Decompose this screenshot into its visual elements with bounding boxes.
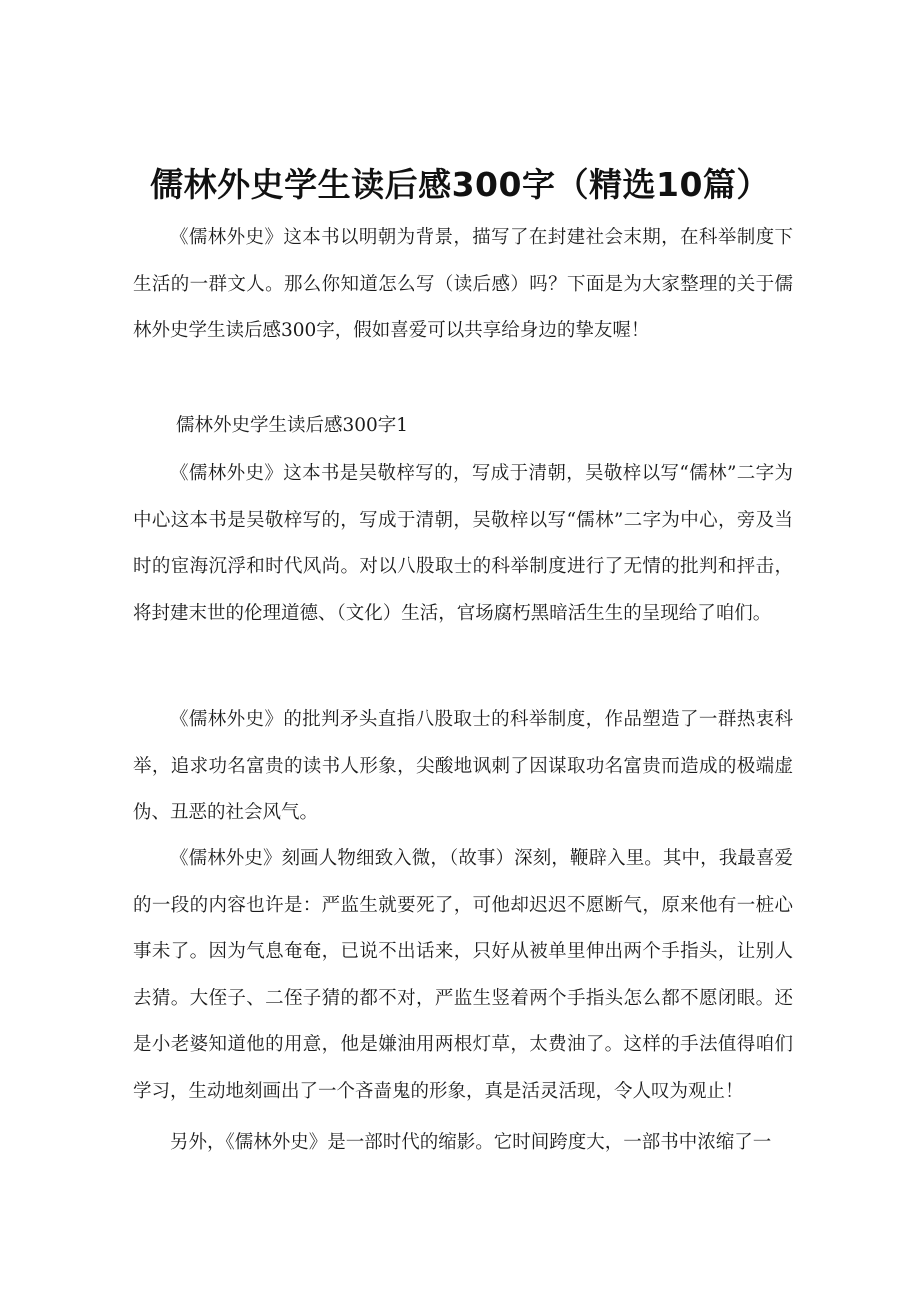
body-paragraph: 《儒林外史》刻画人物细致入微，（故事）深刻，鞭辟入里。其中，我最喜爱的一段的内容也许是：严监生就要死了，可他却迟迟不愿断气，原来他有一桩心事未了。因为气息奄奄，已说不出话来，只好从被单里伸出两个手指头，让别人去猜。大侄子、二侄子猜的都不对，严监生竖着两个手指头怎么都不愿闭眼。还是小老婆知道他的用意，他是嫌油用两根灯草，太费油了。这样的手法值得咱们学习，生动地刻画出了一个吝啬鬼的形象，真是活灵活现，令人叹为观止！ xyxy=(133,848,793,1102)
body-paragraph: 《儒林外史》这本书是吴敬梓写的，写成于清朝，吴敬梓以写“儒林”二字为中心这本书是吴敬梓写的，写成于清朝，吴敬梓以写“儒林”二字为中心，旁及当时的宦海沉浮和时代风尚。对以八股取士的科举制度进行了无情的批判和抨击，将封建末世的伦理道德、（文化）生活，官场腐朽黑暗活生生的呈现给了咱们。 xyxy=(133,463,793,624)
document-title: 儒林外史学生读后感300字（精选10篇） xyxy=(150,165,770,205)
section-heading: 儒林外史学生读后感300字1 xyxy=(176,415,409,436)
body-paragraph: 《儒林外史》的批判矛头直指八股取士的科举制度，作品塑造了一群热衷科举，追求功名富贵的读书人形象，尖酸地讽刺了因谋取功名富贵而造成的极端虚伪、丑恶的社会风气。 xyxy=(133,709,793,823)
intro-paragraph: 《儒林外史》这本书以明朝为背景，描写了在封建社会末期，在科举制度下生活的一群文人。那么你知道怎么写（读后感）吗？下面是为大家整理的关于儒林外史学生读后感300字，假如喜爱可以共享给身边的挚友喔！ xyxy=(133,227,793,341)
body-paragraph: 另外，《儒林外史》是一部时代的缩影。它时间跨度大，一部书中浓缩了一 xyxy=(170,1132,772,1153)
